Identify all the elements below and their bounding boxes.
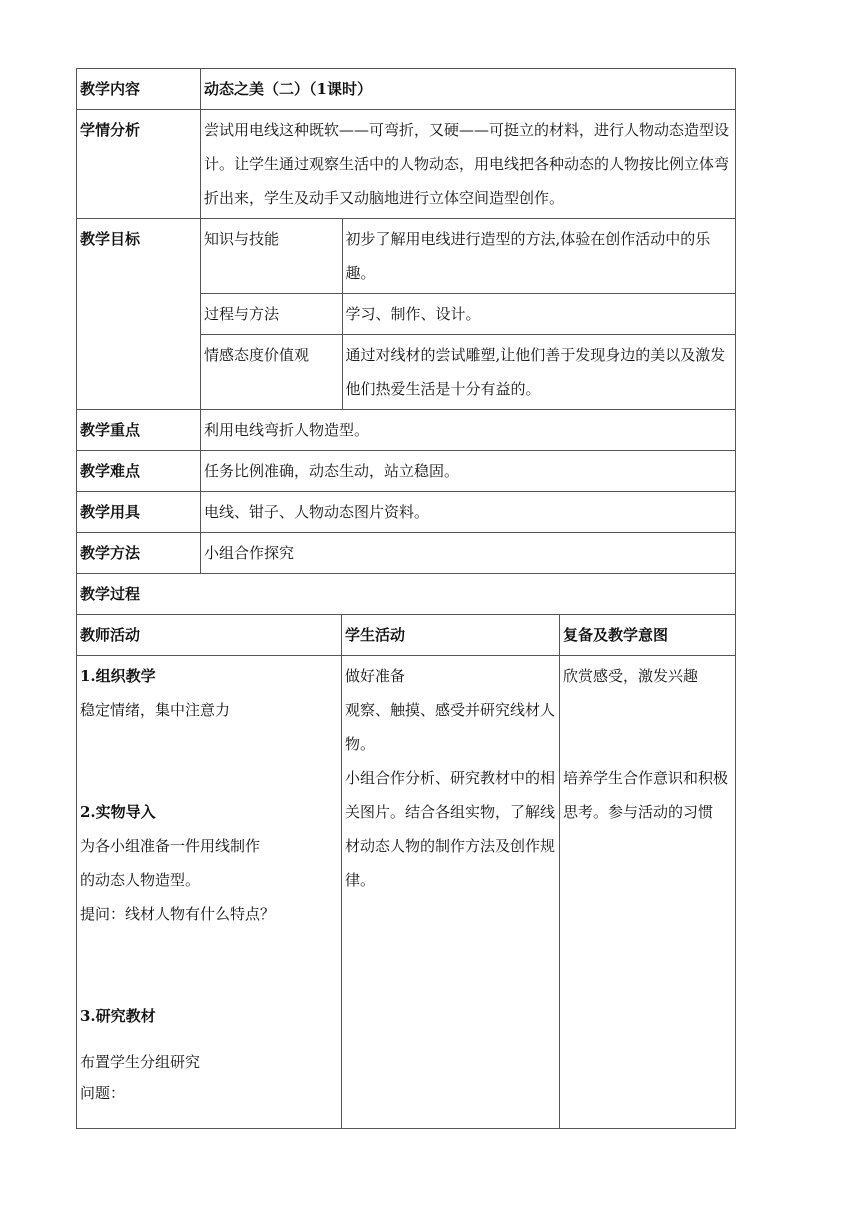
- step2-text-3: 提问：线材人物有什么特点？: [80, 905, 276, 923]
- step2-text-2: 的动态人物造型。: [80, 871, 201, 889]
- method-row: [77, 533, 736, 574]
- method-text: 小组合作探究: [201, 533, 736, 574]
- difficulty-row: [77, 451, 736, 492]
- goal-name: 过程与方法: [201, 294, 342, 335]
- tools-text: 电线、钳子、人物动态图片资料。: [201, 492, 736, 533]
- process-body-row: [77, 656, 736, 1129]
- content-row: [77, 69, 736, 110]
- teacher-activity-header: 教师活动: [77, 615, 342, 656]
- difficulty-text: 任务比例准确，动态生动，站立稳固。: [201, 451, 736, 492]
- method-label: 教学方法: [77, 533, 201, 574]
- intent-text-1: 欣赏感受，激发兴趣: [563, 667, 699, 685]
- goal-text: 初步了解用电线进行造型的方法,体验在创作活动中的乐趣。: [342, 219, 735, 294]
- process-header-row: [77, 615, 736, 656]
- lesson-plan-page: [76, 68, 735, 1129]
- goal-item: [201, 219, 735, 294]
- intent-cell: [560, 656, 736, 1129]
- goals-label: 教学目标: [77, 219, 201, 410]
- tools-label: 教学用具: [77, 492, 201, 533]
- key-point-label: 教学重点: [77, 410, 201, 451]
- analysis-row: [77, 110, 736, 219]
- content-value: 动态之美（二）（1课时）: [201, 69, 736, 110]
- student-text-2: 观察、触摸、感受并研究线材人物。: [345, 701, 556, 753]
- analysis-text: 尝试用电线这种既软——可弯折，又硬——可挺立的材料，进行人物动态造型设计。让学生通过观察生活中的人物动态，用电线把各种动态的人物按比例立体弯折出来，学生及动手又动脑地进行立体空间造型创作。: [201, 110, 736, 219]
- step2-title: 2.实物导入: [80, 803, 156, 821]
- goals-cell: [201, 219, 736, 410]
- goal-item: [201, 294, 735, 335]
- tools-row: [77, 492, 736, 533]
- goals-table: [201, 219, 735, 409]
- lesson-plan-table: [76, 68, 736, 1129]
- intent-text-2: 培养学生合作意识和积极思考。参与活动的习惯: [563, 769, 729, 821]
- goal-item: [201, 335, 735, 410]
- goal-name: 情感态度价值观: [201, 335, 342, 410]
- step1-text: 稳定情绪，集中注意力: [80, 701, 231, 719]
- step2-text-1: 为各小组准备一件用线制作: [80, 837, 261, 855]
- step3-text-2: 问题：: [80, 1084, 126, 1102]
- goals-row: [77, 219, 736, 410]
- process-label: 教学过程: [77, 574, 736, 615]
- process-row: [77, 574, 736, 615]
- step3-title: 3.研究教材: [80, 1007, 156, 1025]
- goal-text: 学习、制作、设计。: [342, 294, 735, 335]
- teacher-activity-cell: [77, 656, 342, 1129]
- step1-title: 1.组织教学: [80, 667, 156, 685]
- goal-name: 知识与技能: [201, 219, 342, 294]
- student-text-3: 小组合作分析、研究教材中的相关图片。结合各组实物，了解线材动态人物的制作方法及创作规律。: [345, 769, 556, 889]
- student-activity-cell: [342, 656, 560, 1129]
- content-label: 教学内容: [77, 69, 201, 110]
- step3-text-1: 布置学生分组研究: [80, 1053, 201, 1071]
- student-text-1: 做好准备: [345, 667, 406, 685]
- key-point-row: [77, 410, 736, 451]
- analysis-label: 学情分析: [77, 110, 201, 219]
- student-activity-header: 学生活动: [342, 615, 560, 656]
- difficulty-label: 教学难点: [77, 451, 201, 492]
- intent-header: 复备及教学意图: [560, 615, 736, 656]
- key-point-text: 利用电线弯折人物造型。: [201, 410, 736, 451]
- goal-text: 通过对线材的尝试雕塑,让他们善于发现身边的美以及激发他们热爱生活是十分有益的。: [342, 335, 735, 410]
